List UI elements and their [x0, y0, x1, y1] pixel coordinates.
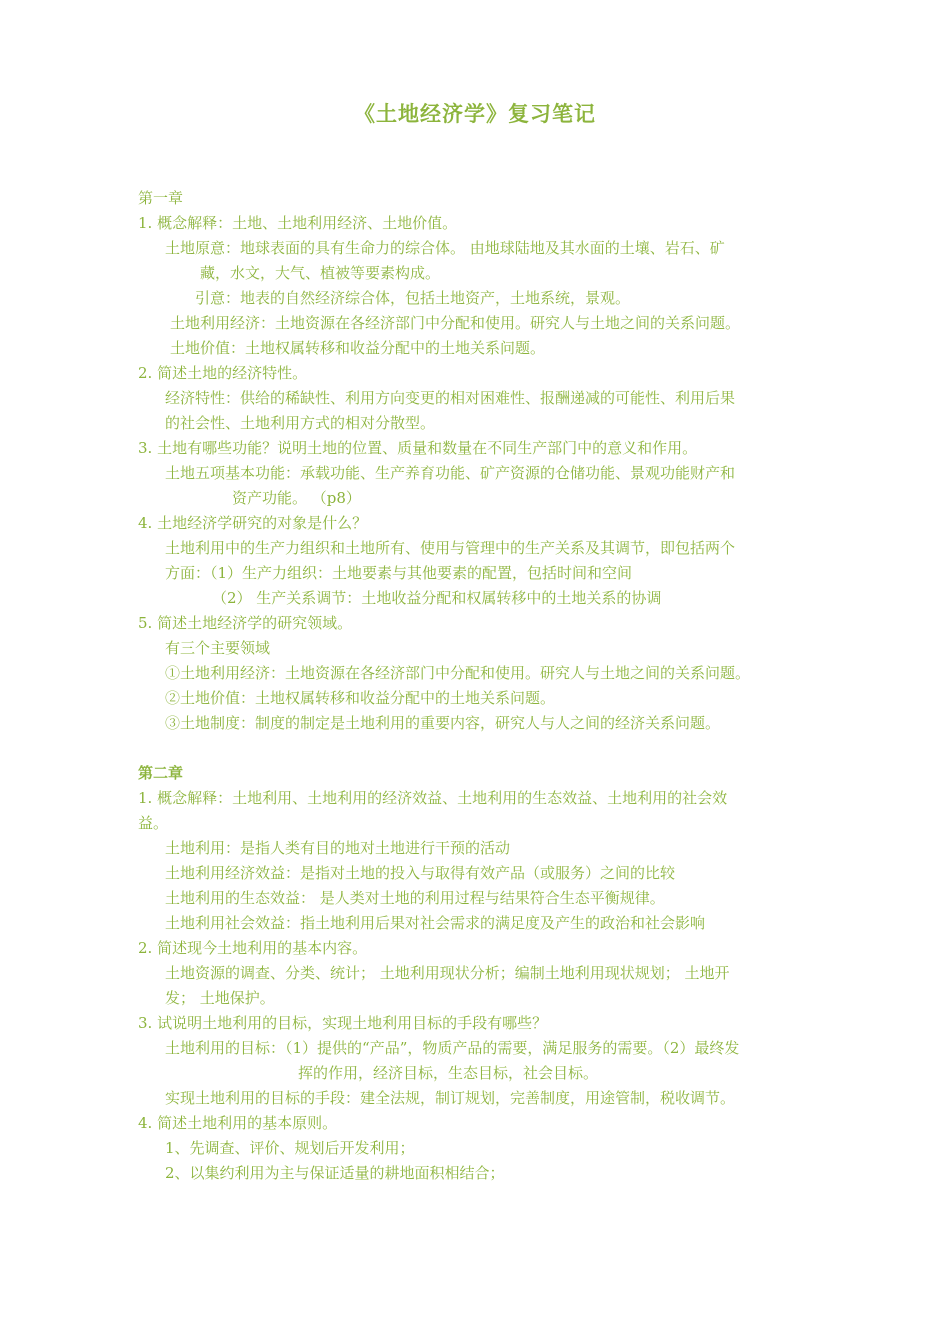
answer-line: 方面：（1）生产力组织：土地要素与其他要素的配置，包括时间和空间: [165, 564, 633, 582]
answer-line: 土地价值：土地权属转移和收益分配中的土地关系问题。: [170, 339, 546, 357]
question-line: 益。: [138, 814, 169, 832]
answer-line: ①土地利用经济：土地资源在各经济部门中分配和使用。研究人与土地之间的关系问题。: [165, 664, 751, 682]
answer-line: 的社会性、土地利用方式的相对分散型。: [165, 414, 436, 432]
question-line: 1. 概念解释：土地、土地利用经济、土地价值。: [138, 214, 458, 232]
question-line: 4. 土地经济学研究的对象是什么？: [138, 514, 368, 532]
question-line: 3. 试说明土地利用的目标，实现土地利用目标的手段有哪些？: [138, 1014, 548, 1032]
answer-line: 资产功能。 （p8）: [232, 489, 361, 507]
answer-line: 土地五项基本功能：承载功能、生产养育功能、矿产资源的仓储功能、景观功能财产和: [165, 464, 736, 482]
answer-line: 土地利用经济效益：是指对土地的投入与取得有效产品（或服务）之间的比较: [165, 864, 676, 882]
answer-line: 挥的作用，经济目标，生态目标，社会目标。: [298, 1064, 599, 1082]
answer-line: ②土地价值：土地权属转移和收益分配中的土地关系问题。: [165, 689, 556, 707]
chapter-heading: 第一章: [138, 189, 184, 207]
answer-line: 发； 土地保护。: [165, 989, 275, 1007]
answer-line: （2） 生产关系调节：土地收益分配和权属转移中的土地关系的协调: [212, 589, 662, 607]
question-line: 2. 简述土地的经济特性。: [138, 364, 308, 382]
answer-line: 1、先调查、评价、规划后开发利用；: [165, 1139, 415, 1157]
answer-line: 土地利用：是指人类有目的地对土地进行干预的活动: [165, 839, 511, 857]
answer-line: 2、以集约利用为主与保证适量的耕地面积相结合；: [165, 1164, 505, 1182]
question-line: 1. 概念解释：土地利用、土地利用的经济效益、土地利用的生态效益、土地利用的社会效: [138, 789, 728, 807]
answer-line: 实现土地利用的目标的手段：建全法规，制订规划，完善制度，用途管制，税收调节。: [165, 1089, 736, 1107]
question-line: 4. 简述土地利用的基本原则。: [138, 1114, 338, 1132]
question-line: 3. 土地有哪些功能？说明土地的位置、质量和数量在不同生产部门中的意义和作用。: [138, 439, 698, 457]
answer-line: 藏，水文，大气、植被等要素构成。: [200, 264, 441, 282]
answer-line: 土地资源的调查、分类、统计； 土地利用现状分析；编制土地利用现状规划； 土地开: [165, 964, 730, 982]
answer-line: 引意：地表的自然经济综合体，包括土地资产，土地系统，景观。: [195, 289, 631, 307]
answer-line: 有三个主要领域: [165, 639, 271, 657]
answer-line: 土地利用经济：土地资源在各经济部门中分配和使用。研究人与土地之间的关系问题。: [170, 314, 741, 332]
document-title: 《土地经济学》复习笔记: [354, 101, 596, 126]
chapter-heading: 第二章: [138, 764, 184, 782]
question-line: 2. 简述现今土地利用的基本内容。: [138, 939, 368, 957]
question-line: 5. 简述土地经济学的研究领域。: [138, 614, 353, 632]
answer-line: 土地利用的生态效益： 是人类对土地的利用过程与结果符合生态平衡规律。: [165, 889, 665, 907]
answer-line: 土地利用社会效益：指土地利用后果对社会需求的满足度及产生的政治和社会影响: [165, 914, 706, 932]
answer-line: ③土地制度：制度的制定是土地利用的重要内容，研究人与人之间的经济关系问题。: [165, 714, 721, 732]
answer-line: 土地利用的目标：（1）提供的“产品”，物质产品的需要，满足服务的需要。（2）最终发: [165, 1039, 740, 1057]
answer-line: 土地利用中的生产力组织和土地所有、使用与管理中的生产关系及其调节，即包括两个: [165, 539, 736, 557]
answer-line: 经济特性：供给的稀缺性、利用方向变更的相对困难性、报酬递减的可能性、利用后果: [165, 389, 736, 407]
answer-line: 土地原意：地球表面的具有生命力的综合体。 由地球陆地及其水面的土壤、岩石、矿: [165, 239, 725, 257]
